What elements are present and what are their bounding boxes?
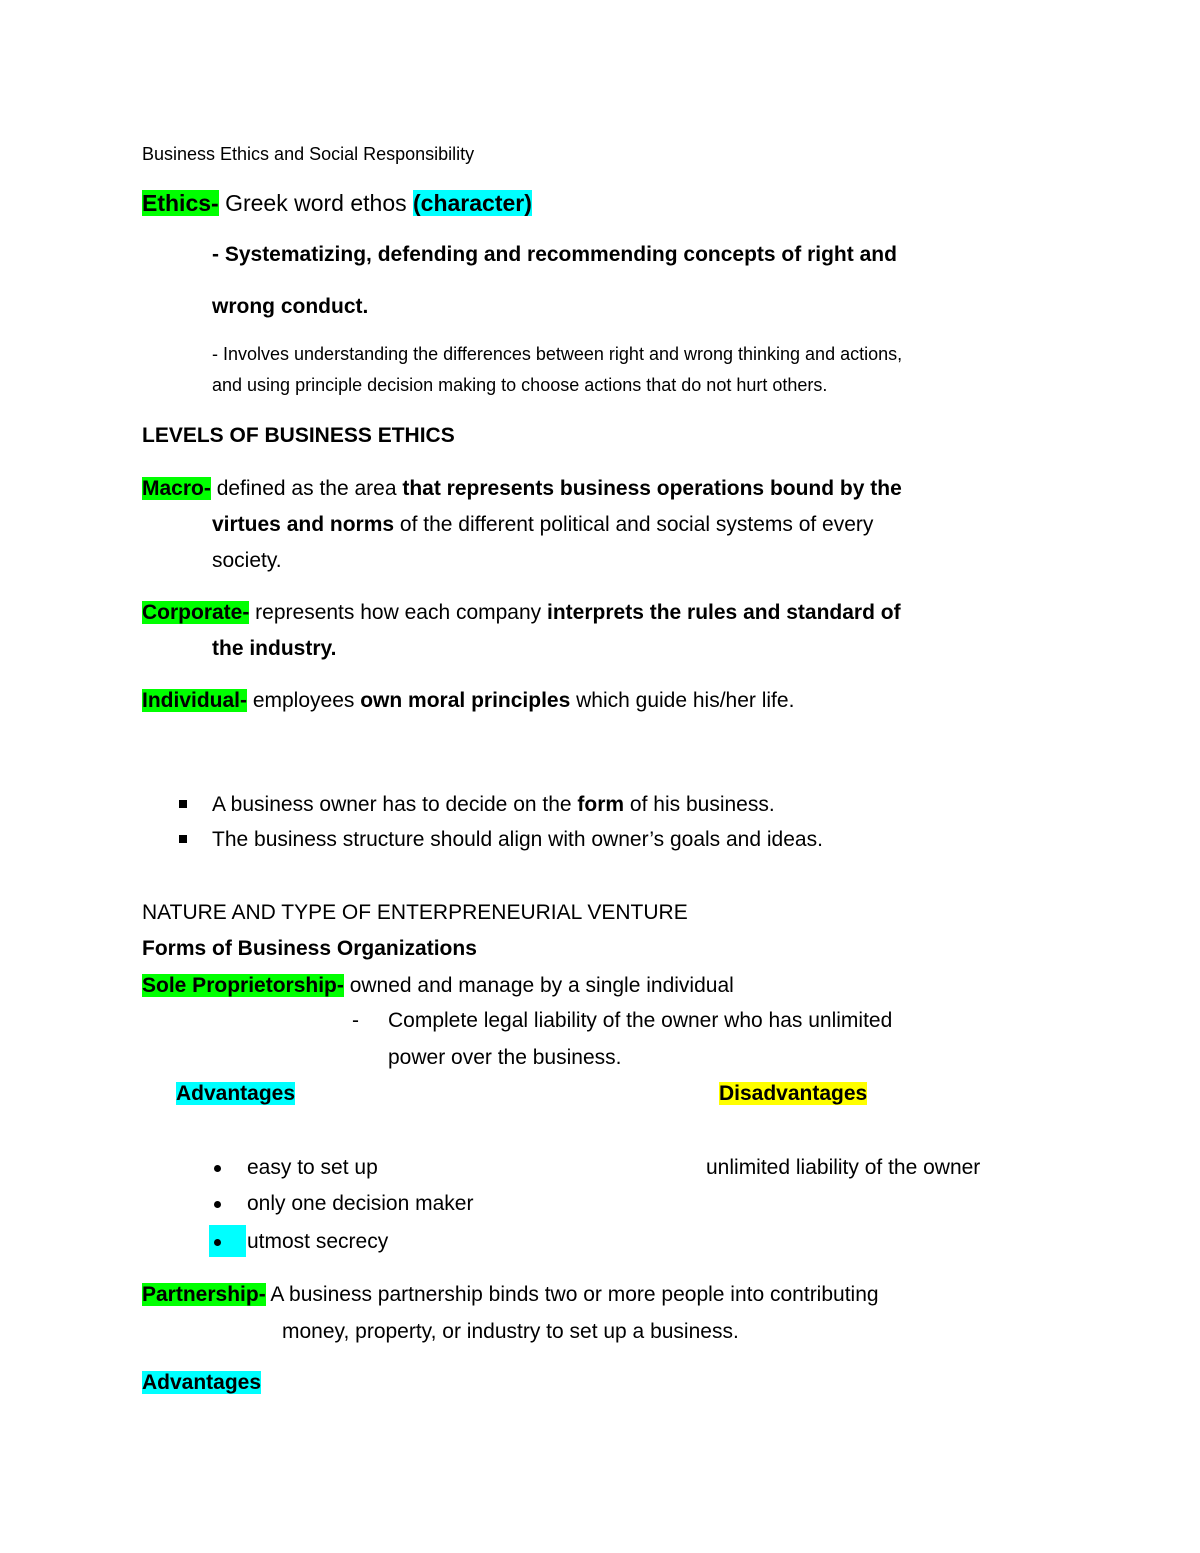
venture-subheading: Forms of Business Organizations (142, 937, 477, 960)
individual-text2: which guide his/her life. (570, 689, 795, 712)
sole-advantage-item: only one decision maker (247, 1192, 474, 1215)
document-title: Business Ethics and Social Responsibility (142, 144, 475, 164)
bullet-dot-icon (214, 1239, 221, 1246)
sole-sub-line1: Complete legal liability of the owner who has unlimited (388, 1009, 893, 1032)
corporate-line2: the industry. (212, 637, 337, 660)
sole-dash-marker: - (352, 1009, 359, 1032)
ethics-character-term: (character) (413, 190, 532, 216)
individual-bold1: own moral principles (360, 689, 571, 712)
levels-heading: LEVELS OF BUSINESS ETHICS (142, 424, 455, 447)
corporate-term: Corporate- (142, 601, 250, 624)
macro-text2: of the different political and social systems of every (394, 513, 874, 536)
ethics-definition-line (142, 190, 532, 216)
bullet-item-1 (212, 793, 775, 817)
venture-heading: NATURE AND TYPE OF ENTERPRENEURIAL VENTURE (142, 901, 688, 924)
bullet-item-1-bold: form (577, 793, 625, 816)
corporate-line1 (142, 601, 901, 625)
partnership-line2: money, property, or industry to set up a business. (282, 1320, 739, 1343)
sole-proprietorship-term: Sole Proprietorship- (142, 974, 344, 997)
individual-line (142, 689, 794, 713)
square-bullet-icon (179, 835, 187, 843)
square-bullet-icon (179, 800, 187, 808)
macro-line2 (212, 513, 873, 537)
individual-text1: employees (247, 689, 361, 712)
partnership-text1: A business partnership binds two or more people into contributing (265, 1283, 879, 1306)
ethics-def2-line2: and using principle decision making to choose actions that do not hurt others. (212, 375, 828, 395)
macro-bold2: virtues and norms (212, 513, 395, 536)
ethics-term: Ethics- (142, 190, 219, 216)
partnership-line1 (142, 1283, 879, 1307)
corporate-bold1: interprets the rules and standard of (547, 601, 901, 624)
sole-proprietorship-text: owned and manage by a single individual (343, 974, 734, 997)
corporate-text1: represents how each company (249, 601, 548, 624)
ethics-def2-line1: - Involves understanding the differences between right and wrong thinking and actions, (212, 344, 903, 364)
individual-term: Individual- (142, 689, 247, 712)
macro-line1 (142, 477, 902, 501)
ethics-origin-text: Greek word ethos (218, 190, 413, 216)
macro-line3: society. (212, 549, 282, 572)
partnership-advantages-label: Advantages (142, 1371, 262, 1394)
sole-proprietorship-line (142, 974, 734, 998)
macro-text1: defined as the area (210, 477, 403, 500)
sole-advantages-label: Advantages (176, 1082, 296, 1105)
macro-term: Macro- (142, 477, 211, 500)
bullet-item-1-text-c: of his business. (624, 793, 775, 816)
sole-advantage-item: easy to set up (247, 1156, 378, 1179)
bullet-dot-icon (214, 1165, 221, 1172)
bullet-dot-icon (214, 1201, 221, 1208)
bullet-item-2: The business structure should align with owner’s goals and ideas. (212, 828, 823, 851)
sole-sub-line2: power over the business. (388, 1046, 622, 1069)
sole-disadvantages-label: Disadvantages (719, 1082, 868, 1105)
ethics-def1-line1: - Systematizing, defending and recommending concepts of right and (212, 243, 897, 266)
macro-bold1: that represents business operations bound by the (402, 477, 902, 500)
sole-disadvantage-item: unlimited liability of the owner (706, 1156, 981, 1179)
bullet-item-1-text-a: A business owner has to decide on the (212, 793, 578, 816)
sole-advantage-item: utmost secrecy (247, 1230, 389, 1253)
ethics-def1-line2: wrong conduct. (212, 295, 369, 318)
partnership-term: Partnership- (142, 1283, 266, 1306)
